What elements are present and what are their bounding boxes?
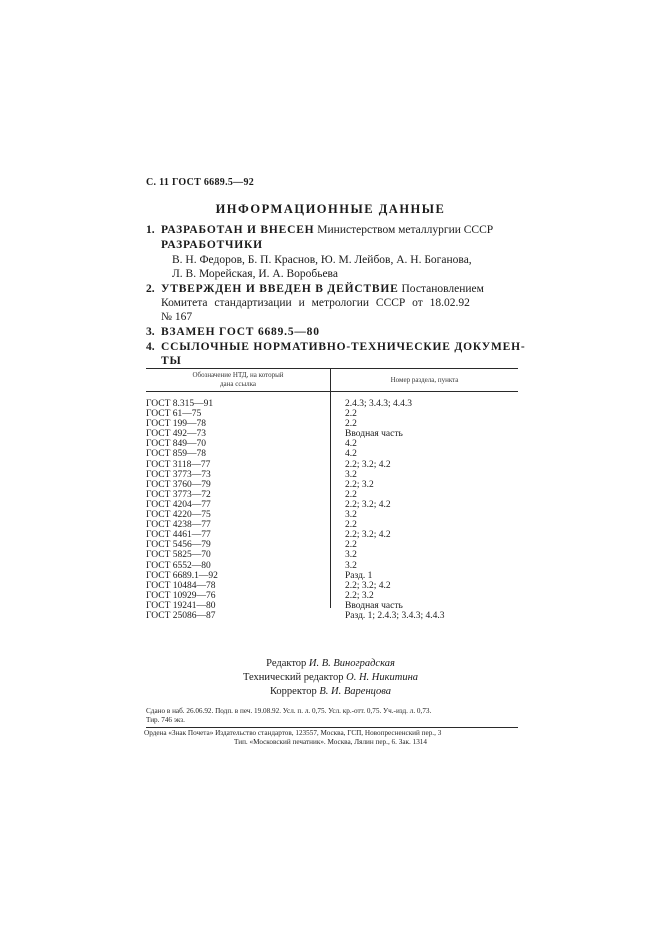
table-cell: 2.2; 3.2	[345, 590, 374, 601]
table-cell: 2.2	[345, 419, 357, 430]
developers-heading: РАЗРАБОТЧИКИ	[161, 239, 263, 251]
credits-editor	[0, 657, 661, 672]
item-4	[146, 340, 526, 355]
table-designation-column	[146, 399, 218, 621]
table-cell: ГОСТ 4220—75	[146, 510, 211, 521]
imprint-line-1: Сдано в наб. 26.06.92. Подп. в печ. 19.08.92. Усл. п. л. 0,75. Усл. кр.-отт. 0,75. Уч.-изд. л. 0,73.	[146, 707, 432, 715]
table-cell: ГОСТ 3760—79	[146, 479, 211, 490]
table-cell: 4.2	[345, 439, 357, 450]
item-1-number: 1.	[146, 224, 155, 236]
table-cell: ГОСТ 10929—76	[146, 590, 216, 601]
table-cell: ГОСТ 19241—80	[146, 600, 216, 611]
table-cell: ГОСТ 10484—78	[146, 580, 216, 591]
authors-line-2: Л. В. Морейская, И. А. Воробьева	[172, 268, 338, 280]
table-top-rule	[146, 368, 518, 369]
item-developers	[161, 238, 263, 253]
table-cell: 3.2	[345, 550, 357, 561]
table-cell: 3.2	[345, 560, 357, 571]
corrector-name: В. И. Варенцова	[319, 686, 392, 697]
table-cell: 2.2	[345, 540, 357, 551]
corrector-label: Корректор	[269, 686, 317, 697]
tech-editor-label: Технический редактор	[242, 672, 344, 683]
item-1	[146, 223, 493, 238]
table-cell: Вводная часть	[345, 600, 403, 611]
table-cell: ГОСТ 3773—72	[146, 489, 211, 500]
table-cell: ГОСТ 4461—77	[146, 530, 211, 541]
table-header-designation	[146, 371, 330, 389]
item-4-heading-cont: ТЫ	[161, 355, 182, 367]
item-4-heading: ССЫЛОЧНЫЕ НОРМАТИВНО-ТЕХНИЧЕСКИЕ ДОКУМЕН-	[161, 341, 526, 353]
table-cell: ГОСТ 3773—73	[146, 469, 211, 480]
table-cell: Вводная часть	[345, 429, 403, 440]
table-cell: ГОСТ 61—75	[146, 409, 202, 420]
page-header: С. 11 ГОСТ 6689.5—92	[146, 177, 255, 188]
table-cell: 2.2	[345, 409, 357, 420]
table-cell: Разд. 1	[345, 570, 373, 581]
credits-tech-editor	[0, 671, 661, 686]
table-header-designation-line-1: Обозначение НТД, на который	[192, 371, 284, 379]
table-cell: ГОСТ 199—78	[146, 419, 206, 430]
item-2	[146, 282, 484, 297]
editor-label: Редактор	[266, 658, 307, 669]
table-column-divider	[330, 368, 331, 608]
imprint-line-3: Ордена «Знак Почета» Издательство стандартов, 123557, Москва, ГСП, Новопресненский пер., 3	[144, 729, 442, 737]
item-2-heading: УТВЕРЖДЕН И ВВЕДЕН В ДЕЙСТВИЕ	[161, 283, 399, 295]
imprint-line-2: Тир. 746 экз.	[146, 716, 185, 724]
table-cell: ГОСТ 849—70	[146, 439, 206, 450]
table-cell: ГОСТ 4204—77	[146, 499, 211, 510]
table-cell: ГОСТ 859—78	[146, 449, 206, 460]
imprint-line-4: Тип. «Московский печатник». Москва, Лялин пер., 6. Зак. 1314	[234, 738, 427, 746]
table-cell: ГОСТ 6689.1—92	[146, 570, 218, 581]
tech-editor-name: О. Н. Никитина	[346, 672, 419, 683]
item-2-number: 2.	[146, 283, 155, 295]
table-cell: ГОСТ 6552—80	[146, 560, 211, 571]
item-3	[146, 325, 320, 340]
item-1-text: Министерством металлургии СССР	[314, 224, 494, 236]
item-3-heading: ВЗАМЕН ГОСТ 6689.5—80	[161, 326, 320, 338]
table-cell: 3.2	[345, 510, 357, 521]
table-cell: ГОСТ 5825—70	[146, 550, 211, 561]
item-4-line-2	[161, 354, 182, 369]
table-cell: ГОСТ 5456—79	[146, 540, 211, 551]
table-cell: 2.4.3; 3.4.3; 4.4.3	[345, 399, 413, 409]
table-cell: 3.2	[345, 469, 357, 480]
table-header-section: Номер раздела, пункта	[390, 376, 459, 384]
table-cell: 4.2	[345, 449, 357, 460]
table-cell: ГОСТ 4238—77	[146, 520, 211, 531]
table-header-rule	[146, 391, 518, 392]
item-2-text: Постановлением	[398, 283, 484, 295]
table-cell: ГОСТ 3118—77	[146, 459, 211, 470]
table-cell: 2.2	[345, 489, 357, 500]
table-section-column	[345, 399, 444, 621]
authors-line-1: В. Н. Федоров, Б. П. Краснов, Ю. М. Лейбов, А. Н. Боганова,	[172, 254, 472, 266]
table-cell: 2.2; 3.2; 4.2	[345, 580, 391, 591]
table-cell: ГОСТ 8.315—91	[146, 399, 214, 409]
table-cell: 2.2; 3.2; 4.2	[345, 459, 391, 470]
table-cell: 2.2	[345, 520, 357, 531]
table-cell: 2.2; 3.2	[345, 479, 374, 490]
credits-corrector	[0, 685, 661, 700]
item-2-line-2: Комитета стандартизации и метрологии СССР от 18.02.92	[161, 297, 470, 309]
table-cell: 2.2; 3.2; 4.2	[345, 530, 391, 541]
table-cell: Разд. 1; 2.4.3; 3.4.3; 4.4.3	[345, 610, 445, 621]
table-header-designation-line-2: дана ссылка	[219, 380, 257, 388]
item-1-heading: РАЗРАБОТАН И ВНЕСЕН	[161, 224, 315, 236]
item-3-number: 3.	[146, 326, 155, 338]
table-cell: ГОСТ 25086—87	[146, 610, 216, 621]
editor-name: И. В. Виноградская	[308, 658, 395, 669]
item-2-line-3: № 167	[161, 311, 193, 323]
document-title: ИНФОРМАЦИОННЫЕ ДАННЫЕ	[215, 202, 446, 216]
item-4-number: 4.	[146, 341, 155, 353]
imprint-rule	[146, 727, 518, 728]
table-cell: ГОСТ 492—73	[146, 429, 206, 440]
table-cell: 2.2; 3.2; 4.2	[345, 499, 391, 510]
